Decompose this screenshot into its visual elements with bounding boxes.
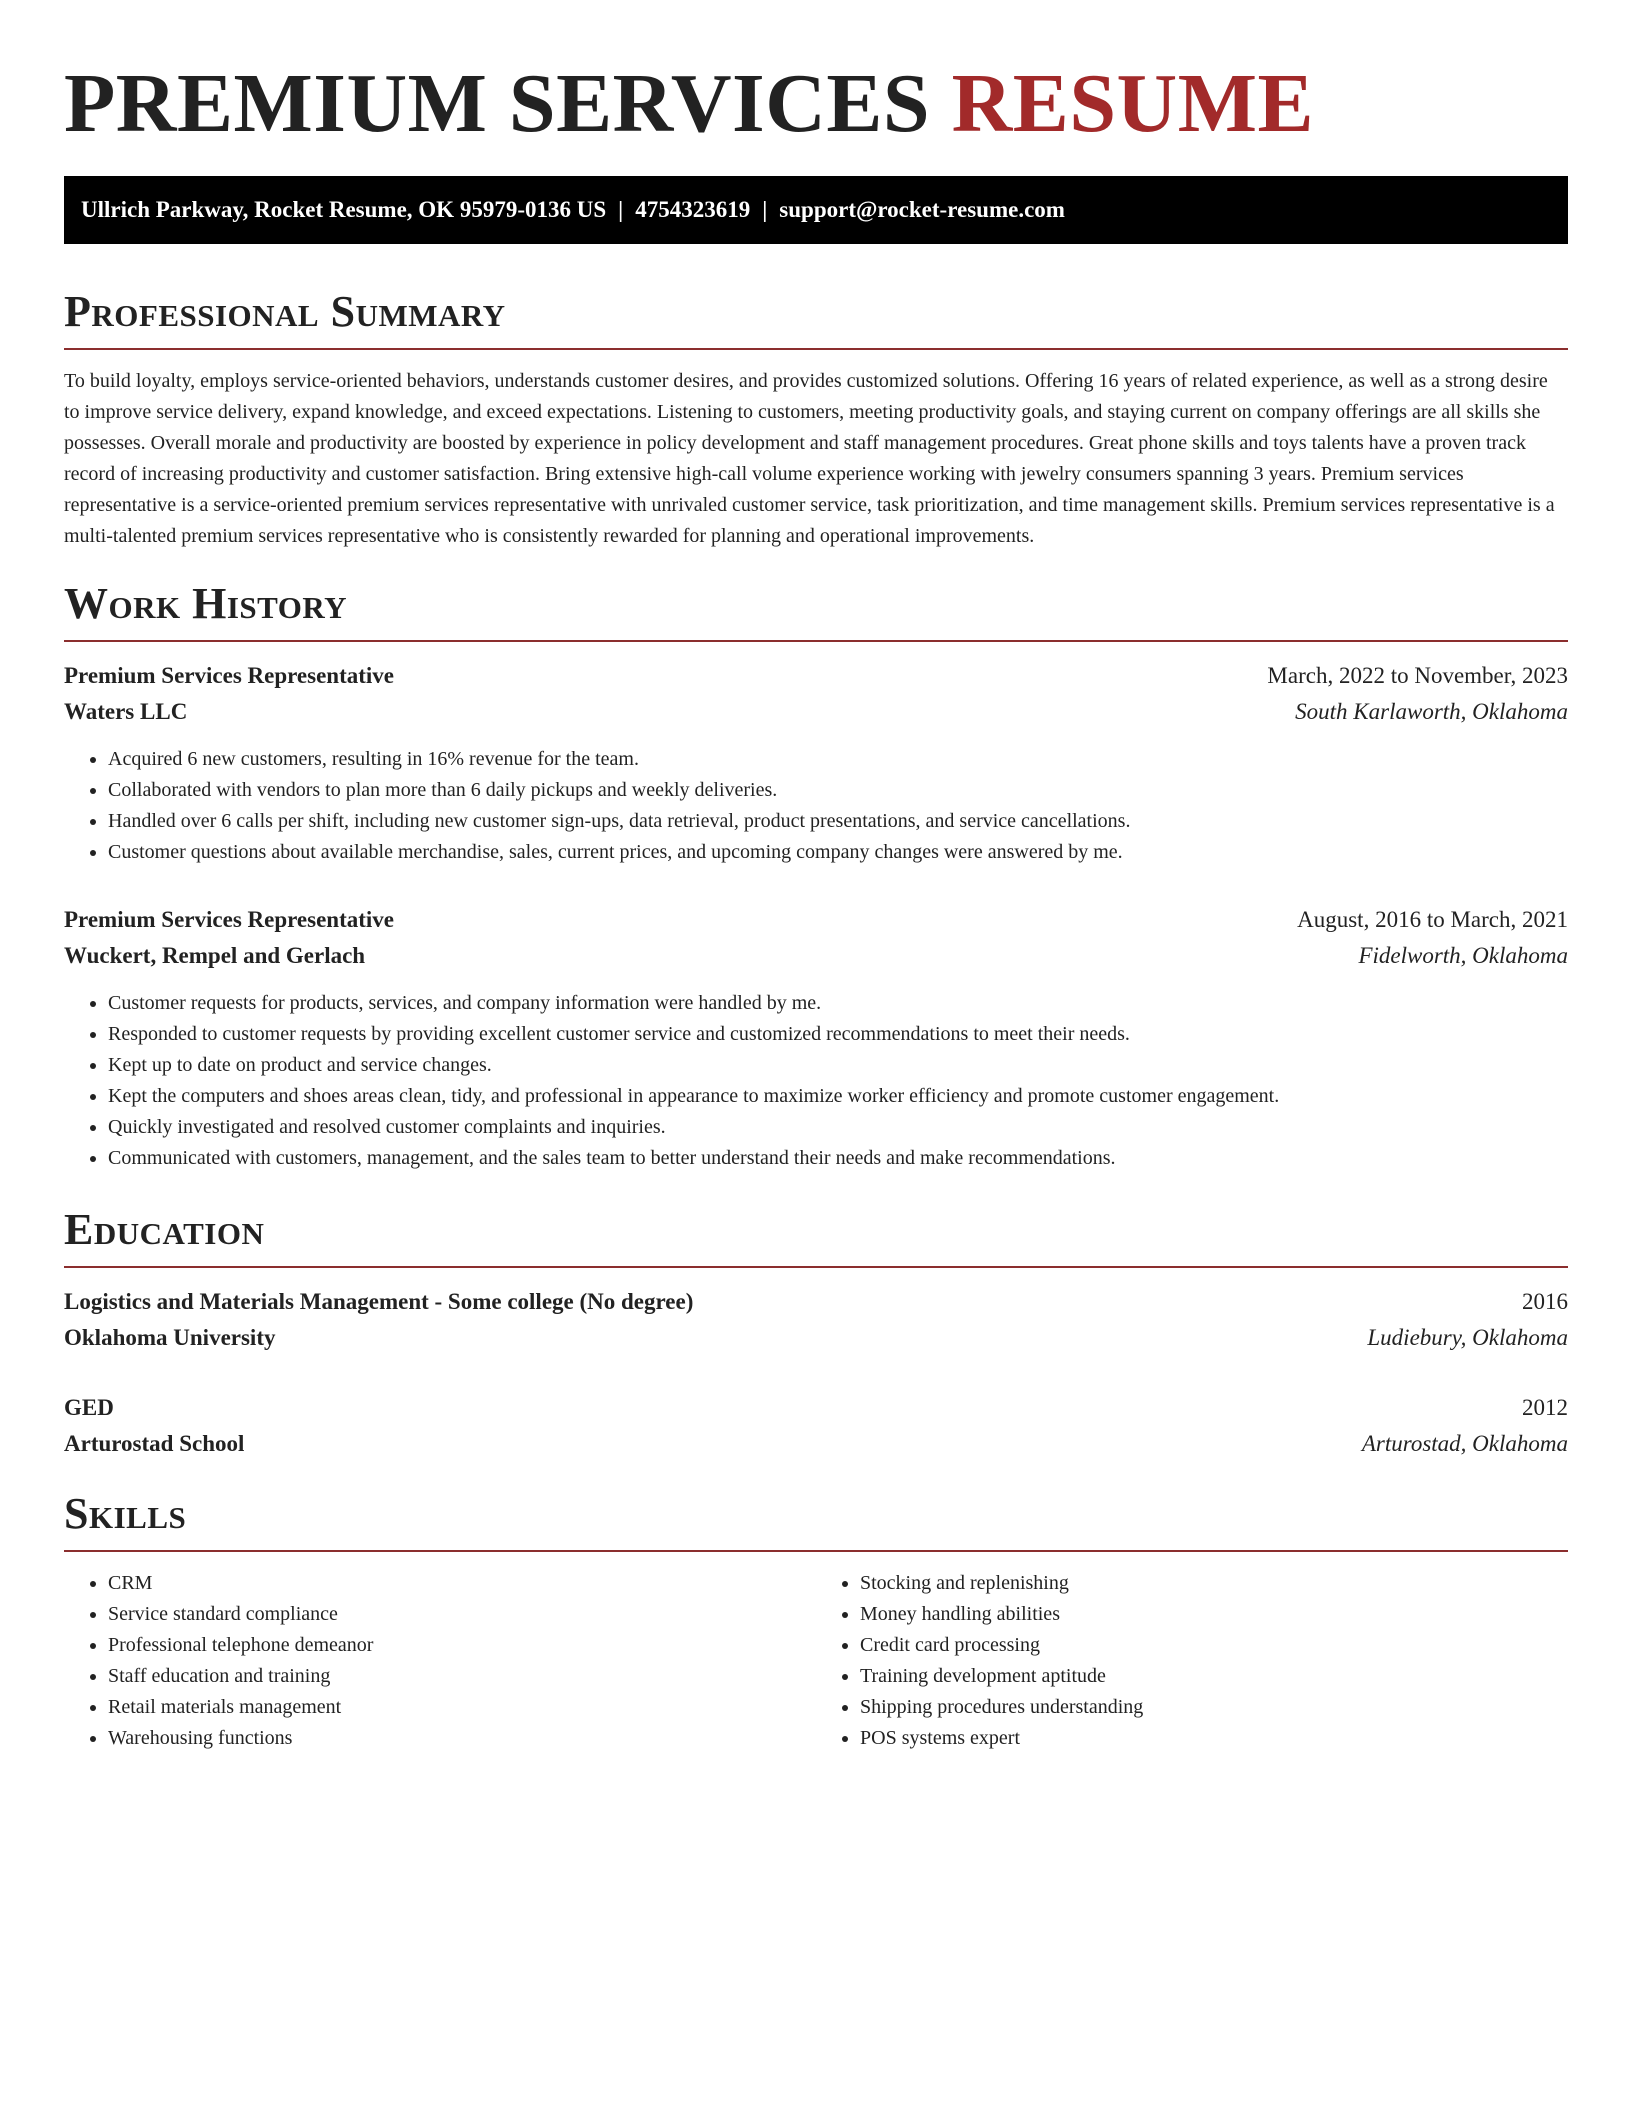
skill-item: • CRM [108, 1568, 816, 1599]
contact-separator: | [618, 197, 624, 222]
job-dates: August, 2016 to March, 2021 [1297, 907, 1568, 932]
skill-item: • Training development aptitude [860, 1661, 1568, 1692]
job-bullet: • Quickly investigated and resolved customer complaints and inquiries. [108, 1112, 1568, 1143]
education-degree: GED [64, 1395, 114, 1420]
skill-item: • Money handling abilities [860, 1599, 1568, 1630]
work-history-heading: Work History [64, 578, 1568, 642]
summary-heading: Professional Summary [64, 286, 1568, 350]
skills-column-left [64, 1568, 816, 1754]
education-degree: Logistics and Materials Management - Some college (No degree) [64, 1289, 694, 1314]
job-bullets [64, 744, 1568, 868]
education-location: Ludiebury, Oklahoma [1367, 1325, 1568, 1350]
job-entry [64, 902, 1568, 1174]
skill-item: • Retail materials management [108, 1692, 816, 1723]
education-entry [64, 1284, 1568, 1356]
job-title: Premium Services Representative [64, 663, 394, 688]
title-accent: RESUME [951, 57, 1315, 150]
skill-item: • POS systems expert [860, 1723, 1568, 1754]
education-heading: Education [64, 1204, 1568, 1268]
job-company: Wuckert, Rempel and Gerlach [64, 943, 366, 968]
job-bullet: • Acquired 6 new customers, resulting in 16% revenue for the team. [108, 744, 1568, 775]
job-bullet: • Kept the computers and shoes areas clean, tidy, and professional in appearance to maximize worker efficiency and promote customer engagement. [108, 1081, 1568, 1112]
skill-item: • Professional telephone demeanor [108, 1630, 816, 1661]
job-bullet: • Kept up to date on product and service changes. [108, 1050, 1568, 1081]
resume-title [64, 0, 1568, 172]
skills-heading: Skills [64, 1488, 1568, 1552]
job-bullet: • Customer questions about available merchandise, sales, current prices, and upcoming company changes were answered by me. [108, 837, 1568, 868]
job-bullet: • Handled over 6 calls per shift, including new customer sign-ups, data retrieval, product presentations, and service cancellations. [108, 806, 1568, 837]
job-bullet: • Communicated with customers, management, and the sales team to better understand their needs and make recommendations. [108, 1143, 1568, 1174]
skill-item: • Stocking and replenishing [860, 1568, 1568, 1599]
education-school: Oklahoma University [64, 1325, 276, 1350]
education-year: 2012 [1522, 1395, 1568, 1420]
skill-item: • Service standard compliance [108, 1599, 816, 1630]
title-main: PREMIUM SERVICES [64, 57, 931, 150]
education-entry [64, 1390, 1568, 1462]
education-school: Arturostad School [64, 1431, 245, 1456]
education-year: 2016 [1522, 1289, 1568, 1314]
skill-item: • Staff education and training [108, 1661, 816, 1692]
job-bullet: • Customer requests for products, services, and company information were handled by me. [108, 988, 1568, 1019]
summary-text: To build loyalty, employs service-oriented behaviors, understands customer desires, and provides customized solutions. Offering 16 years of related experience, as well as a strong desire to improve service delivery, expand knowledge, and exceed expectations. Listening to customers, meeting productivity goals, and staying current on company offerings are all skills she possesses. Overall morale and productivity are boosted by experience in policy development and staff management procedures. Great phone skills and toys talents have a proven track record of increasing productivity and customer satisfaction. Bring extensive high-call volume experience working with jewelry consumers spanning 3 years. Premium services representative is a service-oriented premium services representative with unrivaled customer service, task prioritization, and time management skills. Premium services representative is a multi-talented premium services representative who is consistently rewarded for planning and operational improvements. [64, 370, 1555, 547]
contact-address: Ullrich Parkway, Rocket Resume, OK 95979-0136 US [81, 197, 607, 222]
education-location: Arturostad, Oklahoma [1361, 1431, 1568, 1456]
contact-email: support@rocket-resume.com [779, 197, 1065, 222]
job-bullet: • Collaborated with vendors to plan more than 6 daily pickups and weekly deliveries. [108, 775, 1568, 806]
job-location: South Karlaworth, Oklahoma [1295, 699, 1568, 724]
skills-list [64, 1568, 1568, 1754]
skill-item: • Shipping procedures understanding [860, 1692, 1568, 1723]
job-title: Premium Services Representative [64, 907, 394, 932]
job-bullets [64, 988, 1568, 1174]
skill-item: • Credit card processing [860, 1630, 1568, 1661]
skill-item: • Warehousing functions [108, 1723, 816, 1754]
job-dates: March, 2022 to November, 2023 [1267, 663, 1568, 688]
job-company: Waters LLC [64, 699, 188, 724]
job-bullet: • Responded to customer requests by providing excellent customer service and customized recommendations to meet their needs. [108, 1019, 1568, 1050]
job-entry [64, 658, 1568, 868]
contact-bar [64, 176, 1568, 244]
contact-phone: 4754323619 [635, 197, 751, 222]
job-location: Fidelworth, Oklahoma [1358, 943, 1568, 968]
skills-column-right [816, 1568, 1568, 1754]
contact-separator: | [762, 197, 768, 222]
